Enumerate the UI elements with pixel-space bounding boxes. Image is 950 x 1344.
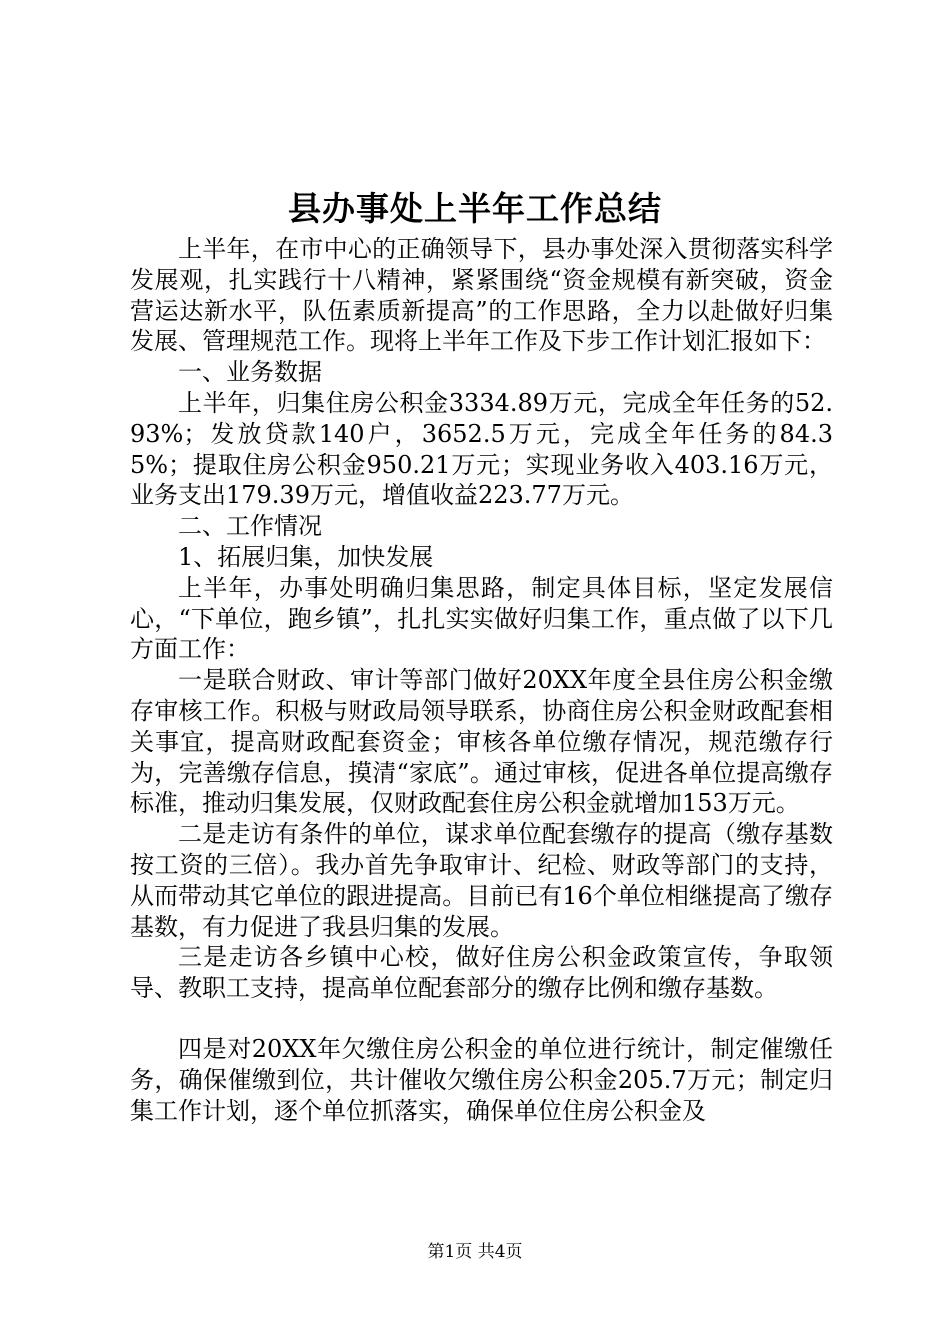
subsection-heading-expand-collection: 1、拓展归集，加快发展 — [178, 542, 434, 571]
paragraph-point-four: 四是对20XX年欠缴住房公积金的单位进行统计，制定催缴任务，确保催缴到位，共计催收欠缴住房公积金205.7万元；制定归集工作计划，逐个单位抓落实，确保单位住房公积金及 — [130, 1034, 833, 1125]
document-body — [130, 234, 833, 1126]
section-heading-business-data: 一、业务数据 — [178, 358, 322, 387]
paragraph-point-two: 二是走访有条件的单位，谋求单位配套缴存的提高（缴存基数按工资的三倍）。我办首先争取审计、纪检、财政等部门的支持，从而带动其它单位的跟进提高。目前已有16个单位相继提高了缴存基数，有力促进了我县归集的发展。 — [130, 820, 833, 941]
section-heading-work-status: 二、工作情况 — [178, 512, 322, 541]
page-number-footer: 第1页 共4页 — [427, 1242, 523, 1262]
paragraph-point-one: 一是联合财政、审计等部门做好20XX年度全县住房公积金缴存审核工作。积极与财政局领导联系，协商住房公积金财政配套相关事宜，提高财政配套资金；审核各单位缴存情况，规范缴存行为，完善缴存信息，摸清“家底”。通过审核，促进各单位提高缴存标准，推动归集发展，仅财政配套住房公积金就增加153万元。 — [130, 666, 833, 818]
paragraph-point-three: 三是走访各乡镇中心校，做好住房公积金政策宣传，争取领导、教职工支持，提高单位配套部分的缴存比例和缴存基数。 — [130, 943, 833, 1003]
paragraph-collection-overview: 上半年，办事处明确归集思路，制定具体目标，坚定发展信心，“下单位，跑乡镇”，扎扎实实做好归集工作，重点做了以下几方面工作： — [130, 573, 833, 664]
paragraph-business-data: 上半年，归集住房公积金3334.89万元，完成全年任务的52.93%；发放贷款140户，3652.5万元，完成全年任务的84.35%；提取住房公积金950.21万元；实现业务收入403.16万元，业务支出179.39万元，增值收益223.77万元。 — [130, 388, 833, 510]
paragraph-intro: 上半年，在市中心的正确领导下，县办事处深入贯彻落实科学发展观，扎实践行十八精神，紧紧围绕“资金规模有新突破，资金营运达新水平，队伍素质新提高”的工作思路，全力以赴做好归集发展、管理规范工作。现将上半年工作及下步工作计划汇报如下： — [130, 235, 833, 356]
document-title: 县办事处上半年工作总结 — [288, 189, 662, 228]
